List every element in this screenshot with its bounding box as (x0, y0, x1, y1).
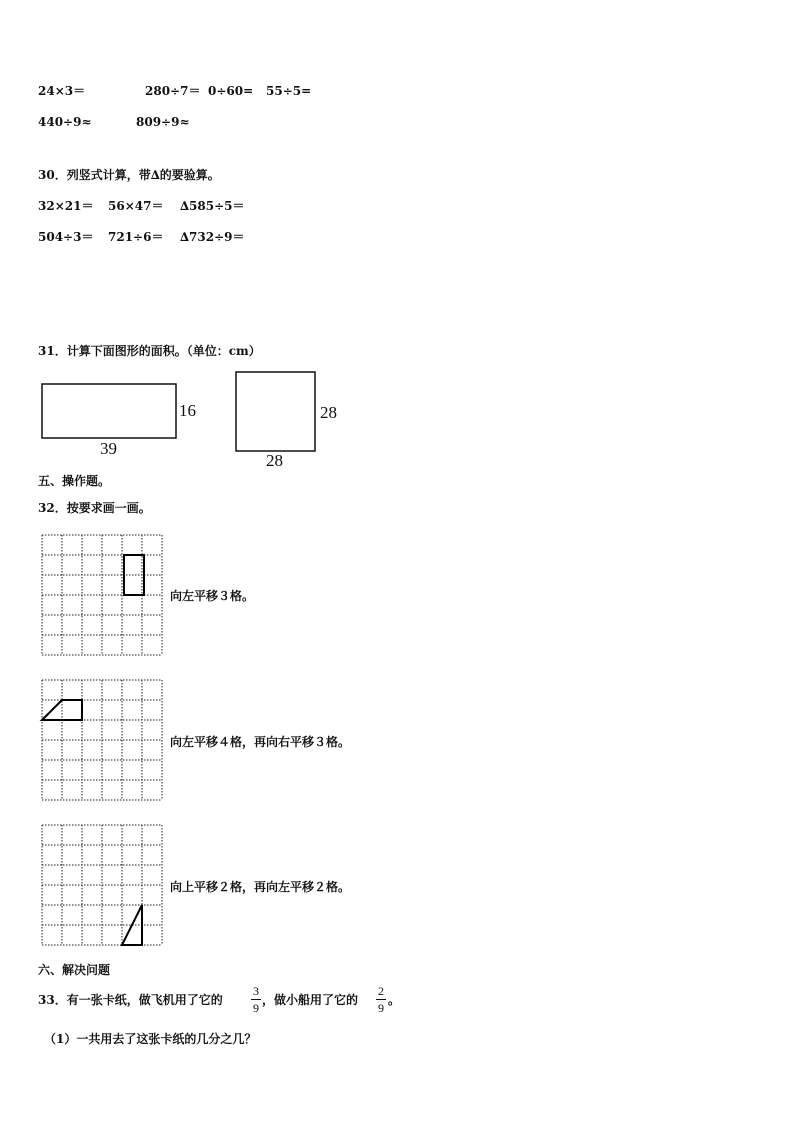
q30-item-5: 721÷6＝ (108, 230, 164, 244)
grid-2 (41, 679, 165, 803)
q30-item-6: ∆732÷9＝ (180, 230, 245, 244)
q33-text-a: 33．有一张卡纸，做飞机用了它的 (38, 993, 223, 1007)
q30-title: 30．列竖式计算，带∆的要验算。 (38, 168, 220, 182)
square-shape (236, 372, 315, 451)
fraction-2-bar (376, 999, 386, 1000)
rectangle-shape (42, 384, 176, 438)
grid-1 (41, 534, 165, 658)
q32-instruction-3: 向上平移２格，再向左平移２格。 (170, 880, 351, 894)
oral-calc-1: 24×3＝ (38, 84, 86, 98)
oral-calc-2: 280÷7＝ (145, 84, 201, 98)
section-5-title: 五、操作题。 (38, 474, 111, 488)
q33-text-c: 。 (388, 993, 401, 1007)
square-side-right-label: 28 (320, 403, 337, 422)
q33-sub-question-1: （1）一共用去了这张卡纸的几分之几？ (44, 1032, 257, 1046)
fraction-2-denominator: 9 (378, 1001, 384, 1015)
oral-calc-3: 0÷60= (208, 84, 254, 98)
fraction-1-numerator: 3 (253, 984, 259, 998)
oral-calc-4: 55÷5= (266, 84, 312, 98)
rectangle-length-label: 39 (100, 439, 117, 458)
rectangle-width-label: 16 (179, 401, 196, 420)
q30-item-4: 504÷3＝ (38, 230, 94, 244)
section-6-title: 六、解决问题 (38, 963, 111, 977)
oral-calc-5: 440÷9≈ (38, 115, 92, 129)
q30-item-2: 56×47＝ (108, 199, 164, 213)
square-side-bottom-label: 28 (266, 451, 283, 470)
q30-item-3: ∆585÷5＝ (180, 199, 245, 213)
q33-text-b: ，做小船用了它的 (262, 993, 359, 1007)
fraction-2-numerator: 2 (378, 984, 384, 998)
fraction-1-bar (251, 999, 261, 1000)
q31-title: 31．计算下面图形的面积。（单位：cm） (38, 344, 261, 358)
q32-title: 32．按要求画一画。 (38, 501, 151, 515)
q32-instruction-1: 向左平移３格。 (170, 589, 255, 603)
q30-item-1: 32×21＝ (38, 199, 94, 213)
grid-3 (41, 824, 165, 948)
q32-instruction-2: 向左平移４格，再向右平移３格。 (170, 735, 351, 749)
oral-calc-6: 809÷9≈ (136, 115, 190, 129)
fraction-1-denominator: 9 (253, 1001, 259, 1015)
